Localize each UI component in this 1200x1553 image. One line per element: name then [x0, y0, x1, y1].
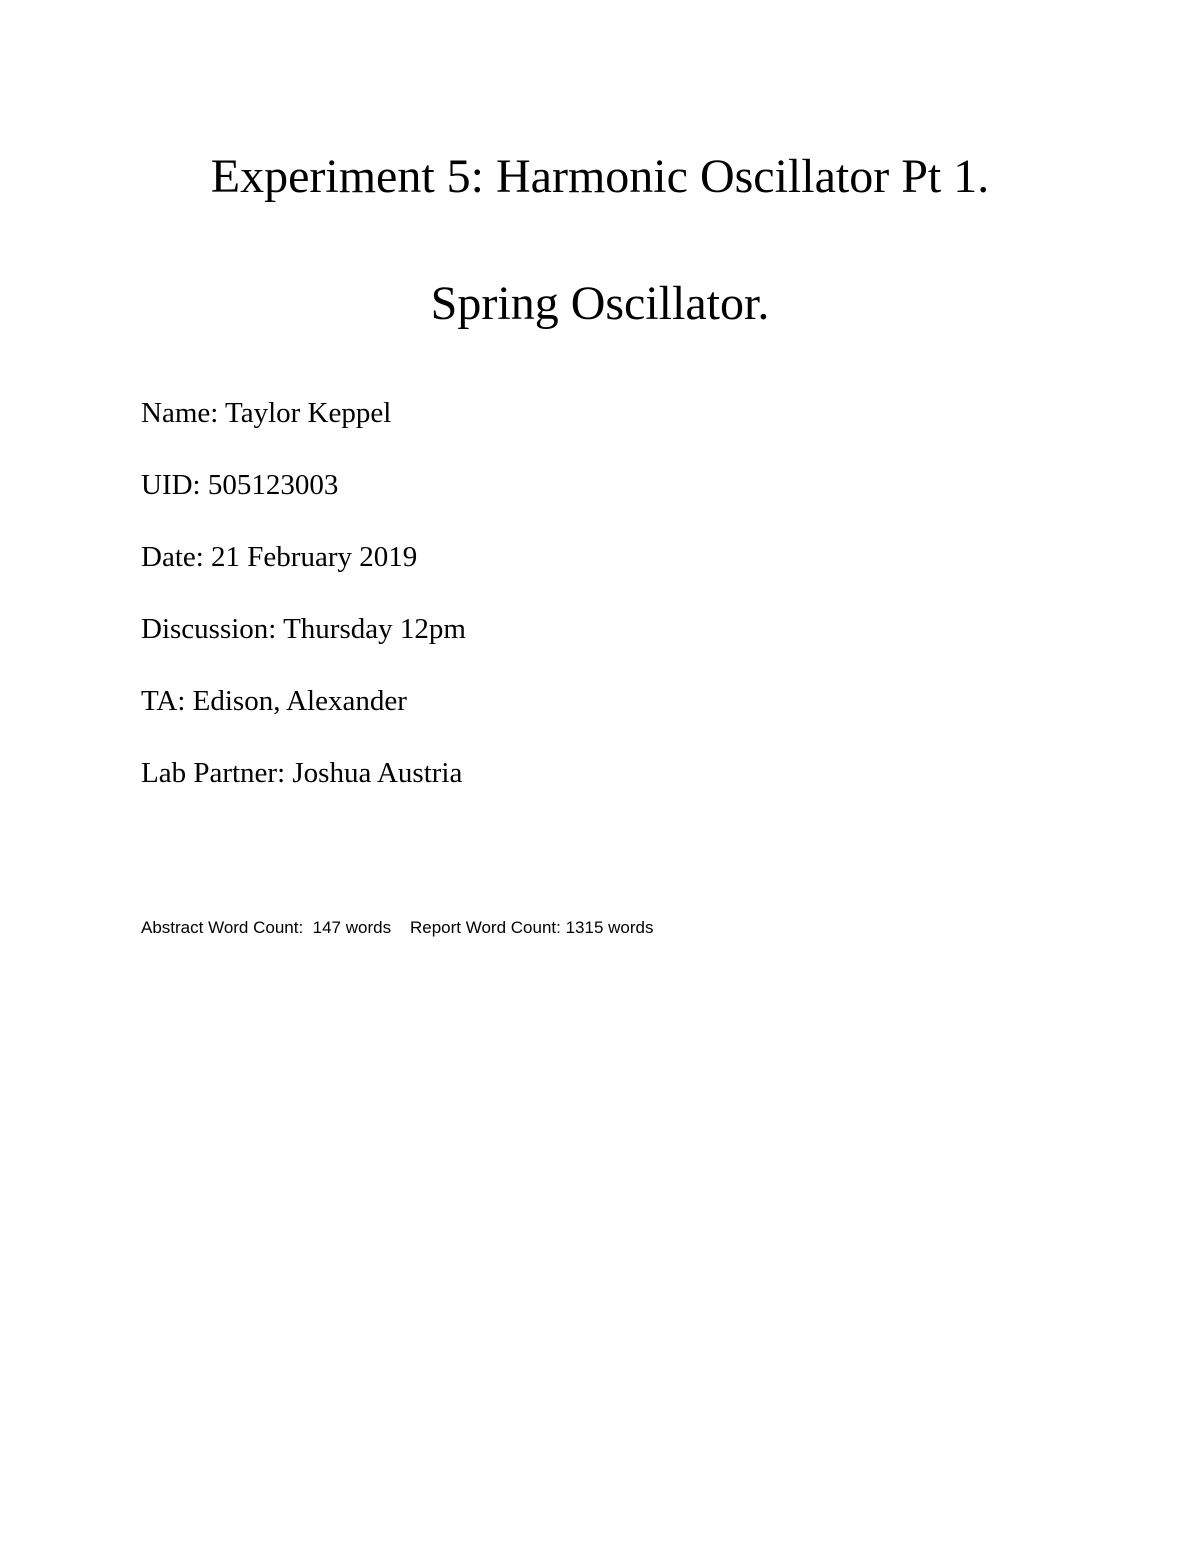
report-word-count: Report Word Count: 1315 words	[409, 918, 654, 937]
word-count-separator	[391, 918, 410, 937]
ta-field: TA: Edison, Alexander	[141, 685, 407, 717]
discussion-field: Discussion: Thursday 12pm	[141, 613, 466, 645]
document-title: Experiment 5: Harmonic Oscillator Pt 1.	[210, 150, 990, 203]
date-field: Date: 21 February 2019	[141, 541, 418, 573]
name-field: Name: Taylor Keppel	[141, 397, 392, 429]
lab-partner-field: Lab Partner: Joshua Austria	[141, 757, 463, 789]
document-subtitle: Spring Oscillator.	[430, 277, 770, 330]
uid-field: UID: 505123003	[141, 469, 339, 501]
abstract-word-count: Abstract Word Count: 147 words	[141, 918, 392, 937]
word-counts	[141, 919, 653, 936]
